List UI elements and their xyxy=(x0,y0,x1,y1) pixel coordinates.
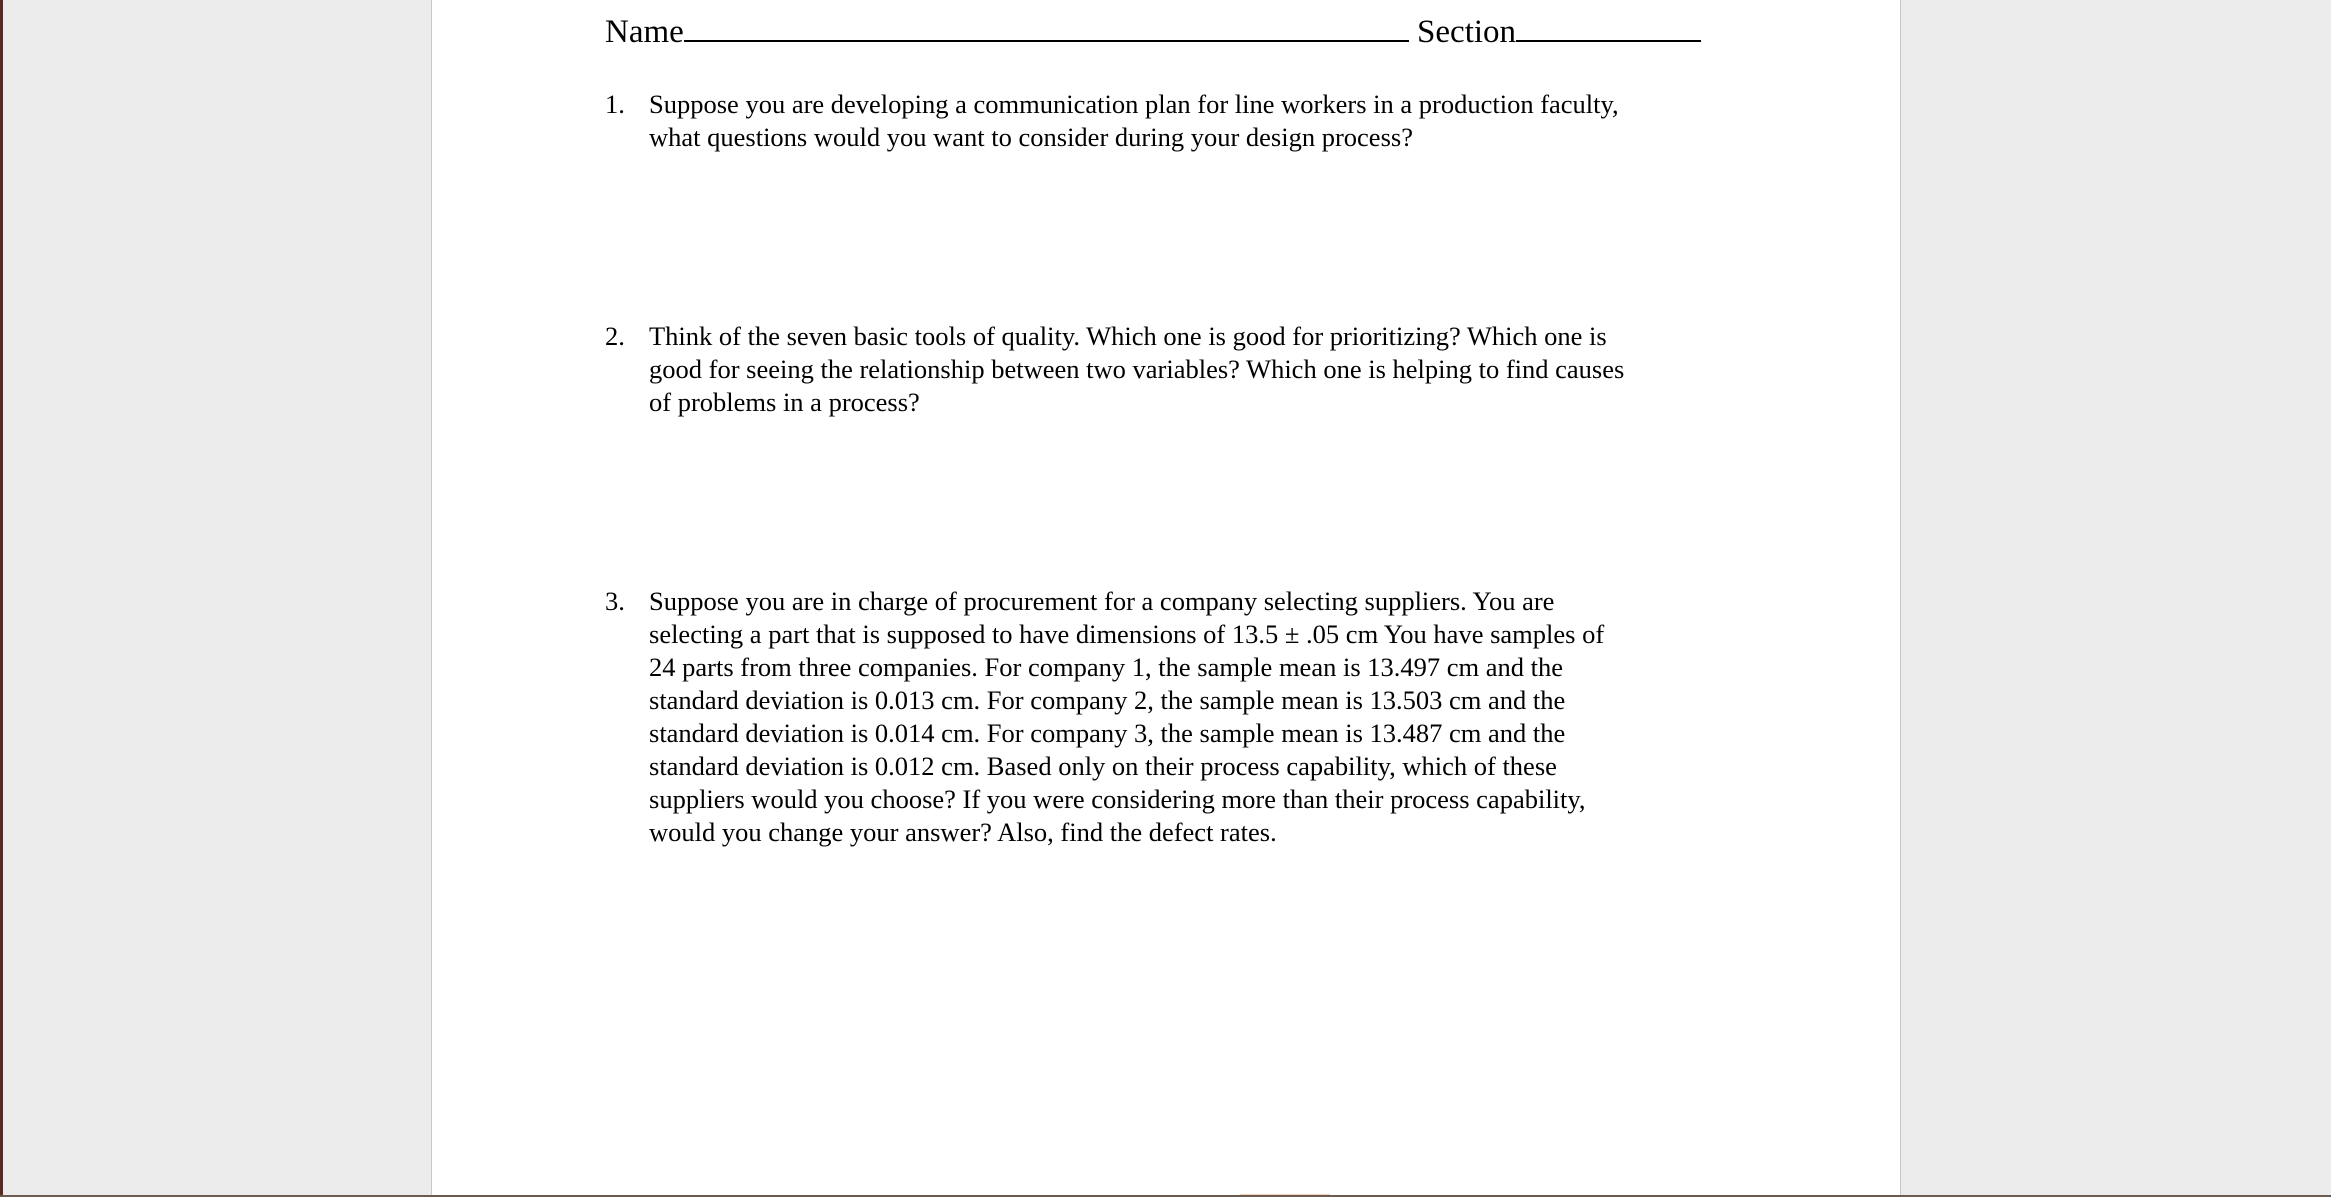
question-2 xyxy=(605,320,1745,419)
name-section-header xyxy=(605,12,1701,53)
question-number: 3. xyxy=(605,586,625,616)
question-text: Suppose you are developing a communication plan for line workers in a production faculty, what questions would you want to consider during your design process? xyxy=(649,89,1619,152)
question-text: Suppose you are in charge of procurement for a company selecting suppliers. You are selecting a part that is supposed to have dimensions of 13.5 ± .05 cm You have samples of 24 parts from three companies. For company 1, the sample mean is 13.497 cm and the standard deviation is 0.013 cm. For company 2, the sample mean is 13.503 cm and the standard deviation is 0.014 cm. For company 3, the sample mean is 13.487 cm and the standard deviation is 0.012 cm. Based only on their process capability, which of these suppliers would you choose? If you were considering more than their process capability, would you change your answer? Also, find the defect rates. xyxy=(649,586,1605,847)
question-1 xyxy=(605,88,1745,154)
question-number: 1. xyxy=(605,89,625,119)
document-page xyxy=(431,0,1901,1197)
name-blank-line[interactable] xyxy=(684,12,1409,42)
question-3 xyxy=(605,585,1745,849)
window-left-edge xyxy=(0,0,3,1197)
question-number: 2. xyxy=(605,321,625,351)
question-text: Think of the seven basic tools of quality. Which one is good for prioritizing? Which one is good for seeing the relationship between two variables? Which one is helping to find causes of problems in a process? xyxy=(649,321,1625,417)
section-blank-line[interactable] xyxy=(1516,12,1701,42)
section-label: Section xyxy=(1417,14,1517,50)
name-label: Name xyxy=(605,14,684,50)
